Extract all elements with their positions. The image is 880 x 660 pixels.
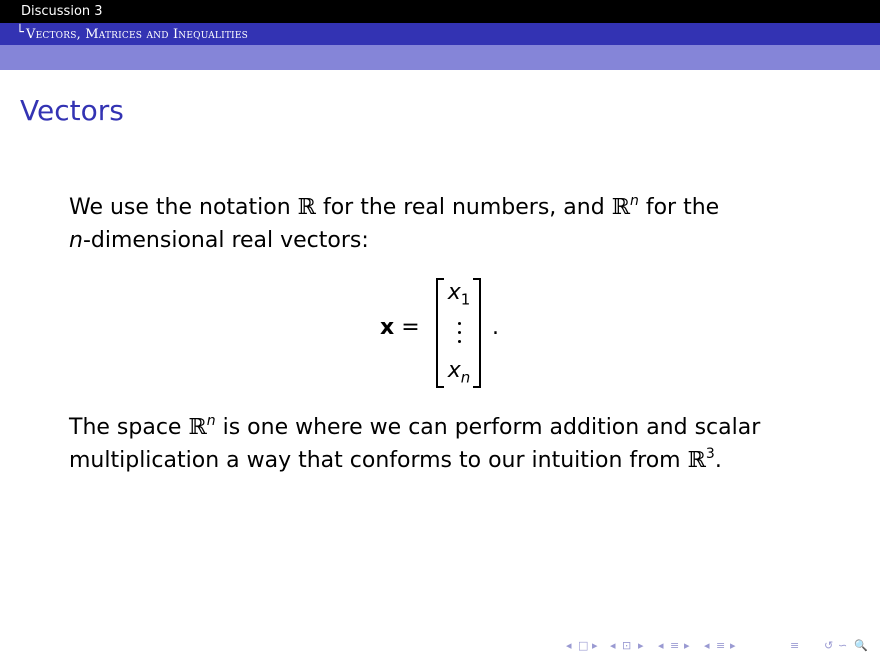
- nav-prev-frame-icon[interactable]: ◂: [566, 639, 572, 652]
- nav-prev-section-icon[interactable]: ◂: [704, 639, 710, 652]
- nav-prev-subsection-icon[interactable]: ◂: [658, 639, 664, 652]
- text: .: [714, 448, 722, 473]
- paragraph-space: [69, 411, 809, 477]
- n-variable: n: [69, 228, 83, 253]
- reals-symbol: ℝ: [188, 415, 207, 440]
- beamer-navigation: [566, 638, 876, 654]
- nav-next-frame-icon[interactable]: ▸: [592, 639, 598, 652]
- vector-equation: [380, 278, 510, 390]
- nav-next-slide-icon[interactable]: ▸: [638, 639, 644, 652]
- right-bracket: [473, 278, 481, 388]
- text: The space: [69, 415, 189, 440]
- vector-x: x: [380, 315, 395, 340]
- subsection-title[interactable]: Vectors, Matrices and Inequalities: [26, 27, 248, 42]
- paragraph-notation: [69, 191, 809, 257]
- text: -dimensional real vectors:: [82, 228, 369, 253]
- text: is one where we can perform addition and scalar multiplication a way that conforms to our intuition from: [69, 415, 761, 473]
- nav-prev-slide-icon[interactable]: ◂: [610, 639, 616, 652]
- text: for the: [638, 195, 720, 220]
- nav-slide-icon[interactable]: ⊡: [622, 639, 632, 652]
- vdots-icon: [456, 322, 462, 349]
- nav-forward-icon[interactable]: ∽: [838, 639, 848, 652]
- header-subsection-bar: [0, 23, 880, 45]
- reals-symbol: ℝ: [611, 195, 630, 220]
- nav-next-section-icon[interactable]: ▸: [730, 639, 736, 652]
- superscript-n: n: [206, 412, 216, 429]
- vector-entry-first: [446, 280, 472, 309]
- superscript-n: n: [629, 192, 639, 209]
- vector-entry-last: [446, 358, 472, 387]
- entry-sub: 1: [460, 290, 471, 309]
- equals-sign: =: [394, 315, 420, 340]
- period: .: [492, 315, 499, 340]
- equation-lhs: [380, 314, 420, 342]
- nav-subsection-icon[interactable]: ≡: [670, 639, 680, 652]
- reals-symbol: ℝ: [297, 195, 316, 220]
- left-bracket: [436, 278, 444, 388]
- header-strip: [0, 45, 880, 70]
- header-section-bar: [0, 0, 880, 23]
- entry-var: x: [447, 358, 461, 383]
- text: We use the notation: [69, 195, 298, 220]
- nav-outline-icon[interactable]: ≡: [790, 639, 800, 652]
- page-title: Vectors: [20, 94, 124, 127]
- section-title[interactable]: Discussion 3: [21, 4, 103, 19]
- nav-frame-icon[interactable]: □: [578, 639, 589, 652]
- nav-section-icon[interactable]: ≡: [716, 639, 726, 652]
- nav-search-icon[interactable]: 🔍: [854, 639, 868, 652]
- tree-corner-icon: └: [16, 25, 24, 40]
- entry-var: x: [447, 280, 461, 305]
- nav-next-subsection-icon[interactable]: ▸: [684, 639, 690, 652]
- reals-symbol: ℝ: [687, 448, 706, 473]
- nav-back-icon[interactable]: ↺: [824, 639, 834, 652]
- superscript-3: 3: [705, 445, 715, 462]
- text: for the real numbers, and: [315, 195, 612, 220]
- entry-sub: n: [460, 368, 471, 387]
